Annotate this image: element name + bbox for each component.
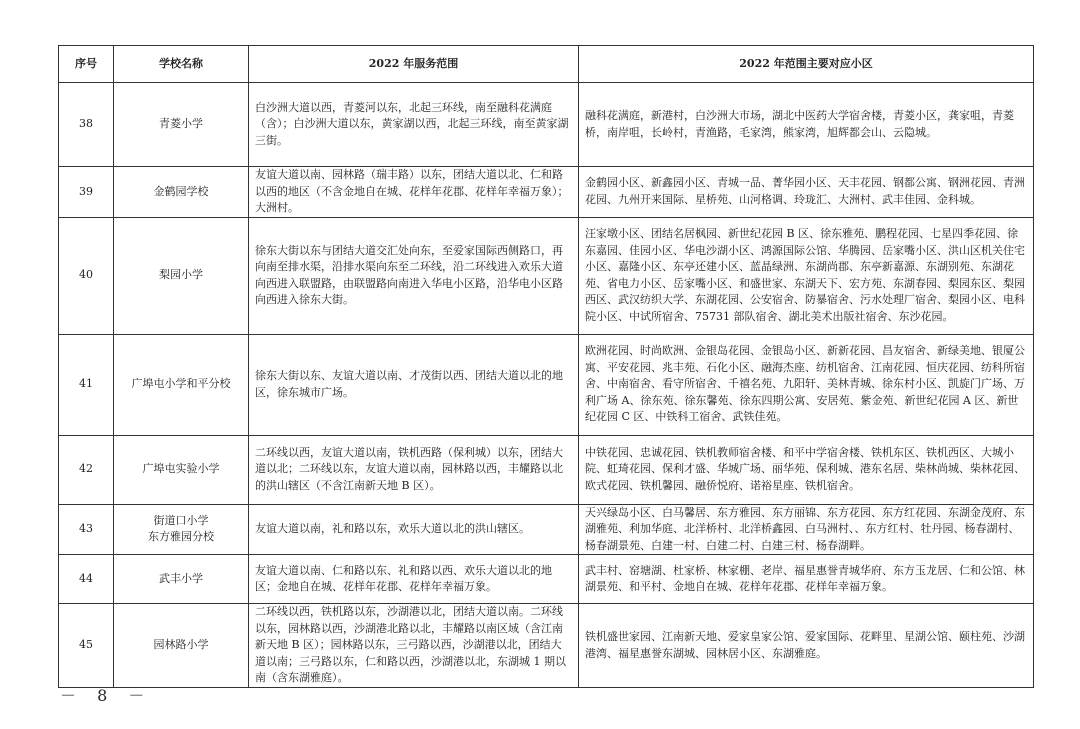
row-communities: 金鹤园小区、新鑫园小区、青城一品、菁华园小区、天丰花园、钢都公寓、钢洲花园、青洲花园、九州开来国际、星桥苑、山河格调、玲珑汇、大洲村、武丰佳园、金科城。 [579, 167, 1034, 218]
row-service-scope: 友谊大道以南、仁和路以东、礼和路以西、欢乐大道以北的地区；金地自在城、花样年花郡、花样年幸福万象。 [249, 555, 579, 604]
row-school-name: 金鹤园学校 [114, 167, 249, 218]
row-serial-number: 45 [59, 604, 114, 688]
table-row [59, 167, 1034, 218]
row-service-scope: 徐东大街以东与团结大道交汇处向东，至爱家国际西侧路口，再向南至排水渠，沿排水渠向东至二环线，沿二环线进入欢乐大道向西进入联盟路，由联盟路向南进入华电小区路，沿华电小区路向西进入徐东大街。 [249, 217, 579, 334]
row-serial-number: 43 [59, 504, 114, 555]
row-school-name: 武丰小学 [114, 555, 249, 604]
row-school-name: 梨园小学 [114, 217, 249, 334]
row-communities: 欧洲花园、时尚欧洲、金银岛花园、金银岛小区、新新花园、昌友宿舍、新绿美地、银厦公寓、平安花园、兆丰苑、石化小区、融海杰座、纺机宿舍、江南花园、恒庆花园、纺科所宿舍、中南宿舍、看守所宿舍、千禧名苑、九阳轩、美林青城、徐东村小区、凯旋门广场、万利广场 A、徐东苑、徐东馨苑、徐东四期公寓、安居苑、紫金苑、新世纪花园 A 区、新世纪花园 C 区、中铁科工宿舍、武铁佳苑。 [579, 334, 1034, 435]
row-service-scope: 二环线以西，友谊大道以南，铁机西路（保利城）以东，团结大道以北；二环线以东，友谊大道以南，园林路以西，丰耀路以北的洪山辖区（不含江南新天地 B 区）。 [249, 435, 579, 504]
table-row [59, 83, 1034, 167]
row-communities: 汪家墩小区、团结名居枫园、新世纪花园 B 区、徐东雅苑、鹏程花园、七星四季花园、徐东嘉园、佳园小区、华电沙湖小区、鸿源国际公馆、华腾园、岳家嘴小区、洪山区机关住宅小区、嘉隆小区、东亭还建小区、蓝晶绿洲、东湖尚郡、东亭新嘉源、东湖别苑、东湖花苑、省电力小区、岳家嘴小区、和盛世家、东湖天下、宏方苑、东湖春园、梨园东区、梨园西区、武汉纺织大学、东湖花园、公安宿舍、防暴宿舍、污水处理厂宿舍、梨园小区、电科院小区、中试所宿舍、75731 部队宿舍、湖北美术出版社宿舍、东沙花园。 [579, 217, 1034, 334]
row-serial-number: 44 [59, 555, 114, 604]
row-communities: 天兴绿岛小区、白马馨居、东方雅园、东方丽锦、东方花园、东方红花园、东湖金茂府、东湖雅苑、利加华庭、北洋桥村、北洋桥鑫园、白马洲村、、东方红村、牡丹园、杨春湖村、杨春湖景苑、白建一村、白建二村、白建三村、杨春湖畔。 [579, 504, 1034, 555]
table-row [59, 504, 1034, 555]
table-row [59, 604, 1034, 688]
row-serial-number: 42 [59, 435, 114, 504]
table-row [59, 435, 1034, 504]
row-communities: 铁机盛世家园、江南新天地、爱家皇家公馆、爱家国际、花畔里、星湖公馆、颐柱苑、沙湖港湾、福星惠誉东湖城、园林居小区、东湖雅庭。 [579, 604, 1034, 688]
header-service-scope: 2022 年服务范围 [249, 46, 579, 83]
row-communities: 武丰村、窑塘湖、杜家桥、林家棚、老岸、福星惠誉青城华府、东方玉龙居、仁和公馆、林湖景苑、和平村、金地自在城、花样年花郡、花样年幸福万象。 [579, 555, 1034, 604]
row-service-scope: 徐东大街以东、友谊大道以南、才茂街以西、团结大道以北的地区，徐东城市广场。 [249, 334, 579, 435]
school-district-table [58, 45, 1034, 688]
row-school-name: 园林路小学 [114, 604, 249, 688]
table-row [59, 555, 1034, 604]
row-communities: 融科花满庭，新港村，白沙洲大市场，湖北中医药大学宿舍楼，青菱小区，龚家咀，青菱桥，南岸咀，长岭村，青渔路，毛家湾，熊家湾，旭辉都会山、云隐城。 [579, 83, 1034, 167]
row-school-name: 广埠屯小学和平分校 [114, 334, 249, 435]
row-communities: 中铁花园、忠诚花园、铁机教师宿舍楼、和平中学宿舍楼、铁机东区、铁机西区、大城小院、虹琦花园、保利才盛、华城广场、丽华苑、保利城、港东名居、柴林尚城、柴林花园、欧式花园、铁机馨园、融侨悦府、诺裕星座、铁机宿舍。 [579, 435, 1034, 504]
page-number: － 8 － [60, 686, 153, 705]
header-school-name: 学校名称 [114, 46, 249, 83]
table-row [59, 217, 1034, 334]
row-school-name: 广埠屯实验小学 [114, 435, 249, 504]
header-communities: 2022 年范围主要对应小区 [579, 46, 1034, 83]
row-school-name: 青菱小学 [114, 83, 249, 167]
table-row [59, 334, 1034, 435]
row-serial-number: 41 [59, 334, 114, 435]
row-service-scope: 友谊大道以南，礼和路以东，欢乐大道以北的洪山辖区。 [249, 504, 579, 555]
row-service-scope: 二环线以西，铁机路以东，沙湖港以北，团结大道以南。二环线以东，园林路以西，沙湖港北路以北，丰耀路以南区域（含江南新天地 B 区）；园林路以东，三弓路以西，沙湖港以北，团结大道以南；三弓路以东，仁和路以西，沙湖港以北，东湖城 1 期以南（含东湖雅庭）。 [249, 604, 579, 688]
row-serial-number: 38 [59, 83, 114, 167]
header-serial-number: 序号 [59, 46, 114, 83]
row-service-scope: 白沙洲大道以西，青菱河以东，北起三环线，南至融科花满庭（含）；白沙洲大道以东，黄家湖以西，北起三环线，南至黄家湖三街。 [249, 83, 579, 167]
table-header-row [59, 46, 1034, 83]
row-service-scope: 友谊大道以南、园林路（瑞丰路）以东，团结大道以北、仁和路以西的地区（不含金地自在城、花样年花郡、花样年幸福万象）；大洲村。 [249, 167, 579, 218]
row-serial-number: 39 [59, 167, 114, 218]
row-school-name: 街道口小学 东方雅园分校 [114, 504, 249, 555]
row-serial-number: 40 [59, 217, 114, 334]
